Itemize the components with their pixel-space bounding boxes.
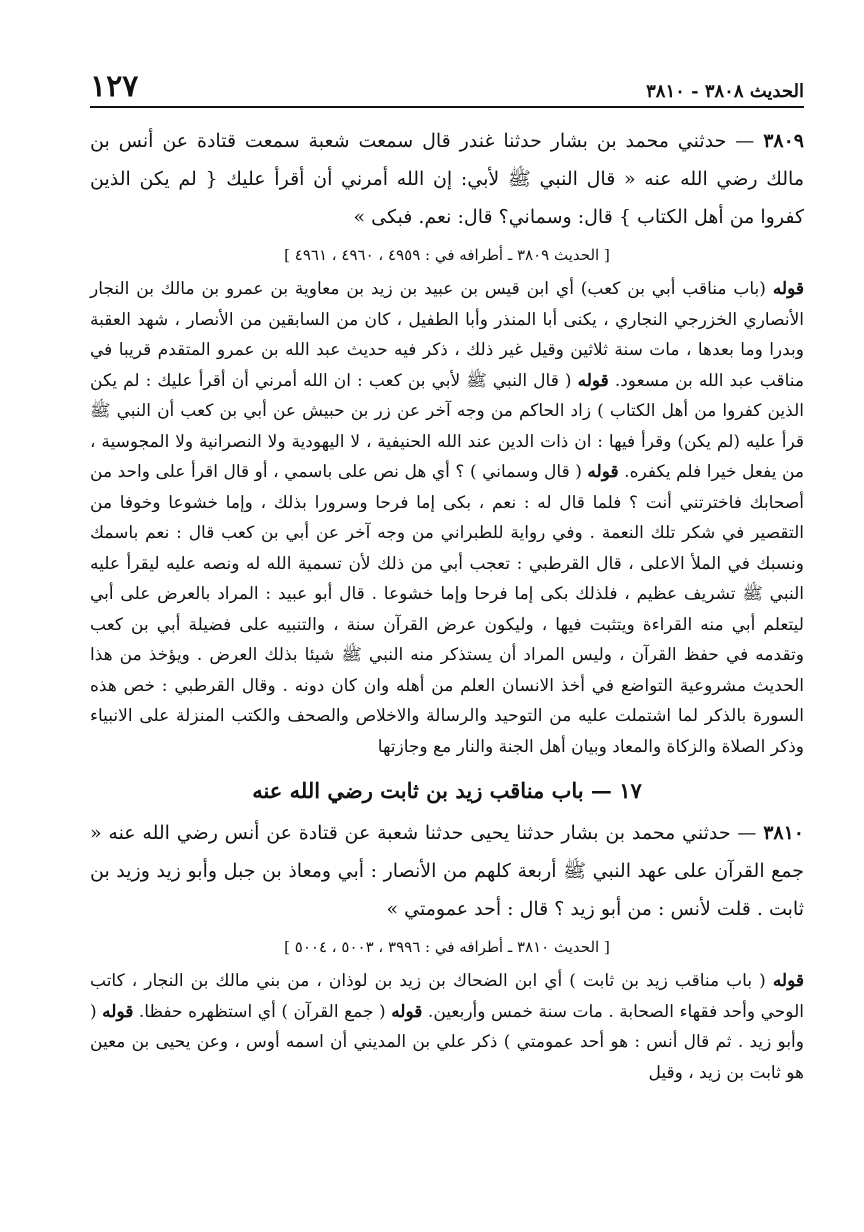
qawluh-marker: قوله [587, 462, 619, 482]
page-number: ١٢٧ [90, 69, 139, 104]
commentary-text: (باب مناقب أبي بن كعب) أي ابن قيس بن عبيد بن زيد بن معاوية بن عمرو بن مالك بن النجار الأنصاري الخزرجي النجاري ، يكنى أبا المنذر وأبا الطفيل ، كان من السابقين من الأنصار ، شهد العقبة وبدرا وما بعدها ، مات سنة ثلاثين وقيل غير ذلك ، ذكر فيه حديث عبد الله بن عمرو المتقدم قريبا في مناقب عبد الله بن مسعود. [90, 279, 804, 391]
chapter-heading: ١٧ — باب مناقب زيد بن ثابت رضي الله عنه [252, 778, 642, 803]
cross-reference: [ الحديث ٣٨١٠ ـ أطرافه في : ٣٩٩٦ ، ٥٠٠٣ ، ٥٠٠٤ ] [284, 938, 610, 956]
commentary-text: ( وأبو زيد . ثم قال أنس : هو أحد عمومتي ) ذكر علي بن المديني أن اسمه أوس ، وعن يحيى بن معين هو ثابت بن زيد ، وقيل [90, 1001, 804, 1083]
hadith-text: حدثني محمد بن بشار حدثنا يحيى حدثنا شعبة عن قتادة عن أنس رضي الله عنه « جمع القرآن على عهد النبي ﷺ أربعة كلهم من الأنصار : أبي ومعاذ بن جبل وأبو زيد وزيد بن ثابت . قلت لأنس : من أبو زيد ؟ قال : أحد عمومتي » [90, 822, 804, 920]
commentary-text: ( باب مناقب زيد بن ثابت ) أي ابن الضحاك بن زيد بن لوذان ، من بني مالك بن النجار ، كاتب الوحي وأحد فقهاء الصحابة . مات سنة خمس وأربعين. [90, 971, 804, 1022]
running-title: الحديث ٣٨٠٨ - ٣٨١٠ [646, 81, 804, 102]
commentary-text: ( قال وسماني ) ؟ أي هل نص على باسمي ، أو قال اقرأ على واحد من أصحابك فاخترتني أنت ؟ فلما قال له : نعم ، بكى إما فرحا وسرورا بذلك ، وإما خشوعا وخوفا من التقصير في شكر تلك النعمة . وفي رواية للطبراني من وجه آخر عن أبي بن كعب قال : نعم باسمك ونسبك في الملأ الاعلى ، قال القرطبي : تعجب أبي من ذلك لأن تسمية الله له ونصه عليه ليقرأ عليه النبي ﷺ تشريف عظيم ، فلذلك بكى إما فرحا وإما خشوعا . قال أبو عبيد : المراد بالعرض على أبي ليتعلم أبي منه القراءة ويتثبت فيها ، وليكون عرض القرآن سنة ، والتنبيه على فضيلة أبي بن كعب وتقدمه في حفظ القرآن ، وليس المراد أن يستذكر منه النبي ﷺ شيئا بذلك العرض . ويؤخذ من هذا الحديث مشروعية التواضع في أخذ الانسان العلم من أهله وان كان دونه . وقال القرطبي : خص هذه السورة بالذكر لما اشتملت عليه من التوحيد والرسالة والاخلاص والصحف والكتب المنزلة على الانبياء وذكر الصلاة والزكاة والمعاد وبيان أهل الجنة والنار مع وجازتها [90, 462, 804, 757]
qawluh-marker: قوله [577, 370, 609, 391]
qawluh-marker: قوله [772, 279, 805, 299]
qawluh-marker: قوله [391, 1001, 423, 1022]
running-head [90, 62, 804, 108]
hadith-number: ٣٨١٠ [763, 822, 805, 844]
commentary-block [90, 274, 804, 762]
hadith-3810: ٣٨١٠ — حدثني محمد بن بشار حدثنا يحيى حدثنا شعبة عن قتادة عن أنس رضي الله عنه « جمع القرآن على عهد النبي ﷺ أربعة كلهم من الأنصار : أبي ومعاذ بن جبل وأبو زيد وزيد بن ثابت . قلت لأنس : من أبو زيد ؟ قال : أحد عمومتي » [90, 822, 805, 920]
qawluh-marker: قوله [772, 971, 805, 991]
commentary-text: ( جمع القرآن ) أي استظهره حفظا. [138, 1001, 386, 1022]
hadith-text: حدثني محمد بن بشار حدثنا غندر قال سمعت شعبة سمعت قتادة عن أنس بن مالك رضي الله عنه « قال النبي ﷺ لأبي: إن الله أمرني أن أقرأ عليك { لم يكن الذين كفروا من أهل الكتاب } قال: وسماني؟ قال: نعم. فبكى » [90, 130, 804, 228]
cross-reference: [ الحديث ٣٨٠٩ ـ أطرافه في : ٤٩٥٩ ، ٤٩٦٠ ، ٤٩٦١ ] [284, 246, 610, 264]
qawluh-marker: قوله [102, 1001, 134, 1022]
chapter-title: مناقب زيد بن ثابت رضي الله عنه [252, 778, 545, 803]
hadith-3809: ٣٨٠٩ — حدثني محمد بن بشار حدثنا غندر قال سمعت شعبة سمعت قتادة عن أنس بن مالك رضي الله عنه « قال النبي ﷺ لأبي: إن الله أمرني أن أقرأ عليك { لم يكن الذين كفروا من أهل الكتاب } قال: وسماني؟ قال: نعم. فبكى » [90, 130, 805, 228]
chapter-number: ١٧ [619, 778, 642, 803]
chapter-label: باب [551, 778, 584, 803]
commentary-text: ( قال النبي ﷺ لأبي بن كعب : ان الله أمرني أن أقرأ عليك : لم يكن الذين كفروا من أهل الكتاب ) زاد الحاكم من وجه آخر عن زر بن حبيش عن أبي بن كعب أن النبي ﷺ قرأ عليه (لم يكن) وقرأ فيها : ان ذات الدين عند الله الحنيفية ، لا اليهودية ولا النصرانية ولا المجوسية ، من يفعل خيرا فلم يكفره. [90, 370, 805, 482]
hadith-number: ٣٨٠٩ [763, 130, 805, 152]
commentary-block [90, 966, 804, 1088]
